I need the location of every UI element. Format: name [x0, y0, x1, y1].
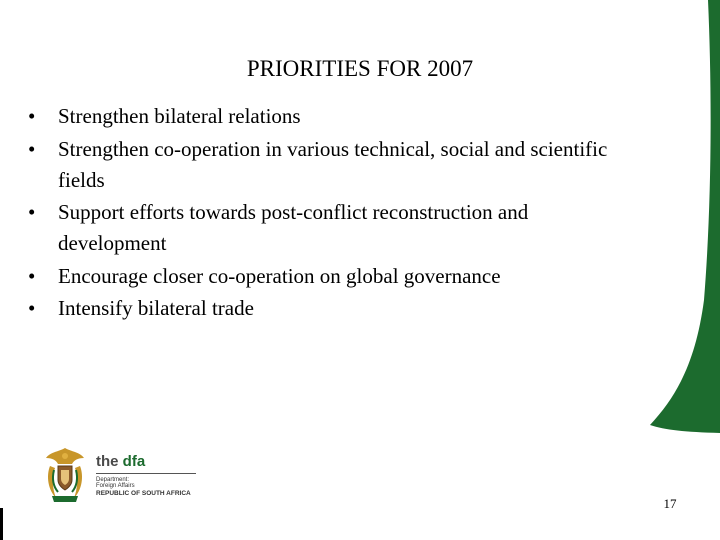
bullet-marker: • — [28, 263, 36, 288]
bullet-item — [28, 293, 618, 324]
bullet-text: Support efforts towards post-conflict reconstruction and development — [58, 200, 529, 255]
slide-title: PRIORITIES FOR 2007 — [246, 56, 474, 81]
bullet-marker: • — [28, 200, 36, 224]
page-number: 17 — [663, 496, 677, 511]
bullet-item — [28, 101, 618, 132]
bullet-marker: • — [28, 296, 36, 320]
bullet-text: Strengthen bilateral relations — [58, 104, 301, 128]
green-curve-decoration — [620, 0, 720, 540]
bullet-list — [28, 101, 618, 326]
logo-department-label: Department: — [96, 477, 130, 483]
logo-wordmark-main: dfa — [122, 453, 146, 470]
bullet-item — [28, 197, 618, 259]
coat-of-arms-icon — [42, 446, 88, 504]
logo-wordmark — [96, 454, 145, 470]
bullet-text: Encourage closer co-operation on global governance — [58, 263, 501, 288]
logo-department-name: Foreign Affairs — [96, 483, 135, 489]
bullet-text: Strengthen co-operation in various technical, social and scientific fields — [58, 136, 608, 192]
bullet-marker: • — [28, 104, 36, 128]
bullet-text: Intensify bilateral trade — [58, 296, 254, 320]
bullet-marker: • — [28, 136, 36, 161]
left-edge-bar — [0, 508, 3, 540]
logo-country-name: REPUBLIC OF SOUTH AFRICA — [96, 490, 191, 497]
bullet-item — [28, 261, 618, 292]
bullet-item — [28, 134, 618, 196]
logo-wordmark-prefix: the — [96, 453, 119, 470]
logo-divider — [96, 473, 196, 474]
dfa-logo — [42, 446, 202, 506]
